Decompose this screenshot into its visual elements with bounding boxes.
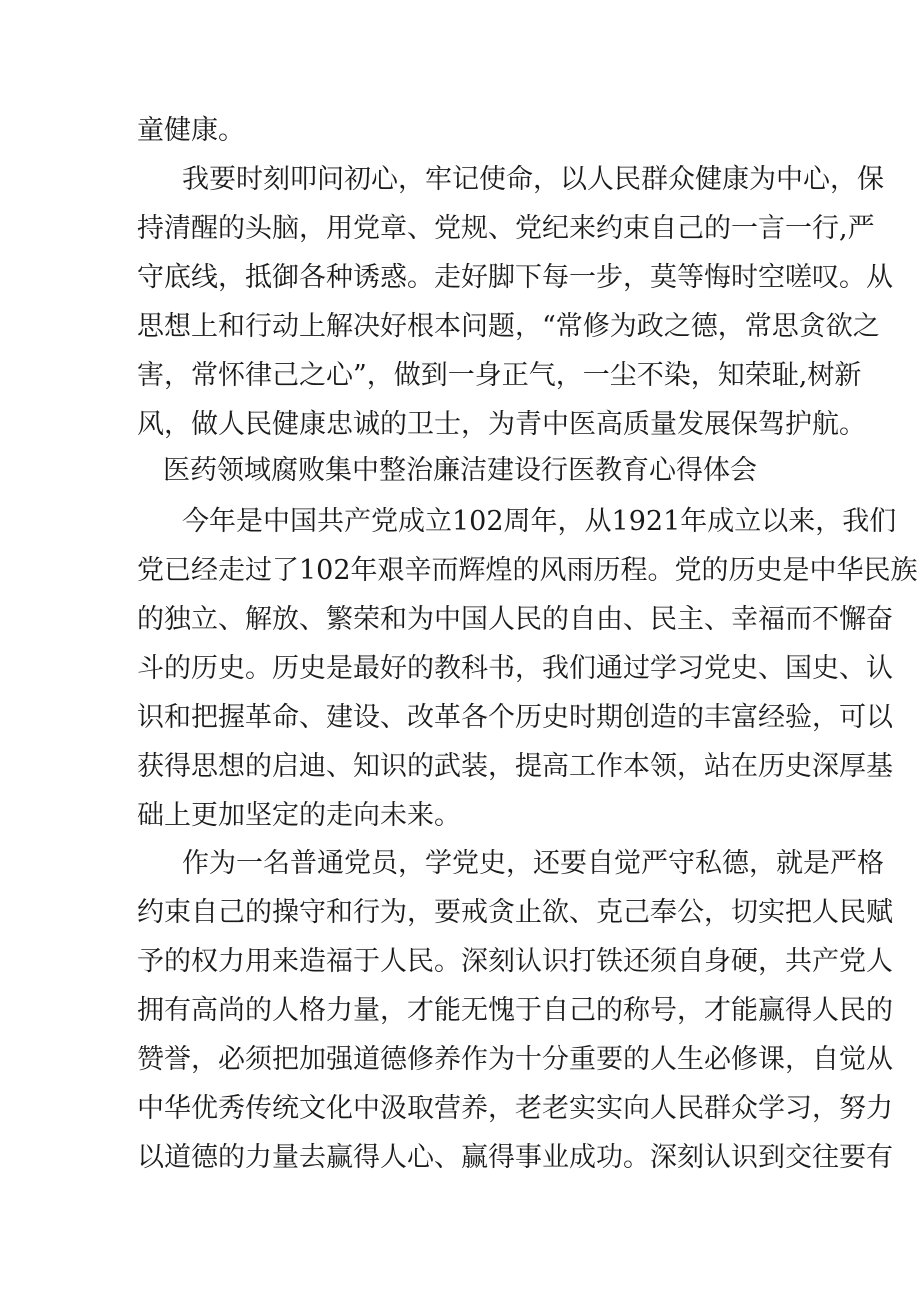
- text-line: 童健康。: [137, 115, 245, 146]
- text-line: 党已经走过了102年艰辛而辉煌的风雨历程。党的历史是中华民族: [137, 555, 918, 586]
- text-line: 拥有高尚的人格力量，才能无愧于自己的称号，才能赢得人民的: [137, 995, 893, 1026]
- text-line: 风，做人民健康忠诚的卫士，为青中医高质量发展保驾护航。: [137, 409, 866, 440]
- text-line: 获得思想的启迪、知识的武装，提高工作本领，站在历史深厚基: [137, 751, 893, 782]
- text-line: 斗的历史。历史是最好的教科书，我们通过学习党史、国史、认: [137, 653, 893, 684]
- text-line: 持清醒的头脑，用党章、党规、党纪来约束自己的一言一行,严: [137, 213, 875, 244]
- text-line: 我要时刻叩问初心，牢记使命，以人民群众健康为中心，保: [182, 164, 884, 195]
- text-line: 以道德的力量去赢得人心、赢得事业成功。深刻认识到交往要有: [137, 1142, 893, 1173]
- text-line: 约束自己的操守和行为，要戒贪止欲、克己奉公，切实把人民赋: [137, 897, 893, 928]
- text-line: 识和把握革命、建设、改革各个历史时期创造的丰富经验，可以: [137, 702, 893, 733]
- text-line: 守底线，抵御各种诱惑。走好脚下每一步，莫等悔时空嗟叹。从: [137, 262, 893, 293]
- text-line: 害，常怀律己之心”，做到一身正气，一尘不染，知荣耻,树新: [137, 360, 862, 391]
- text-line: 赞誉，必须把加强道德修养作为十分重要的人生必修课，自觉从: [137, 1044, 893, 1075]
- text-line: 中华优秀传统文化中汲取营养，老老实实向人民群众学习，努力: [137, 1093, 893, 1124]
- text-line: 今年是中国共产党成立102周年，从1921年成立以来，我们: [182, 506, 897, 537]
- text-line: 的独立、解放、繁荣和为中国人民的自由、民主、幸福而不懈奋: [137, 604, 893, 635]
- text-line: 予的权力用来造福于人民。深刻认识打铁还须自身硬，共产党人: [137, 946, 893, 977]
- text-line: 思想上和行动上解决好根本问题，“常修为政之德，常思贪欲之: [137, 311, 880, 342]
- text-line: 础上更加坚定的走向未来。: [137, 800, 461, 831]
- text-line: 作为一名普通党员，学党史，还要自觉严守私德，就是严格: [182, 848, 884, 879]
- section-title: 医药领域腐败集中整治廉洁建设行医教育心得体会: [163, 455, 757, 486]
